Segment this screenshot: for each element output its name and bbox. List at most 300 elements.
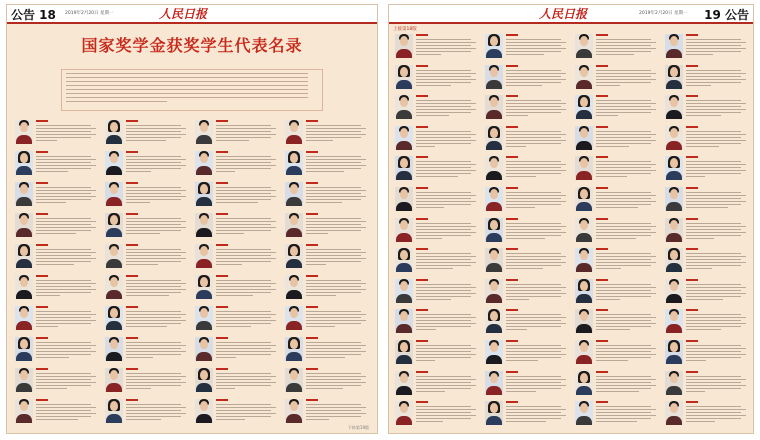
text-line bbox=[416, 385, 476, 386]
text-line bbox=[216, 320, 276, 321]
text-line bbox=[126, 227, 186, 228]
student-bio-text bbox=[216, 125, 278, 143]
text-line bbox=[506, 146, 526, 147]
text-line bbox=[126, 416, 181, 417]
text-line bbox=[306, 168, 361, 169]
text-line bbox=[686, 140, 746, 141]
text-line bbox=[126, 224, 181, 225]
text-line bbox=[506, 388, 561, 389]
student-portrait bbox=[575, 309, 593, 333]
text-line bbox=[36, 140, 57, 141]
text-line bbox=[36, 311, 91, 312]
text-line bbox=[66, 89, 308, 90]
student-entry bbox=[575, 92, 659, 122]
student-name-line bbox=[596, 156, 608, 158]
student-portrait bbox=[195, 244, 213, 268]
text-line bbox=[36, 373, 91, 374]
student-portrait bbox=[575, 126, 593, 150]
student-bio-text bbox=[306, 342, 368, 360]
text-line bbox=[596, 115, 618, 116]
text-line bbox=[506, 164, 566, 165]
student-entry bbox=[665, 123, 749, 153]
text-line bbox=[36, 171, 68, 172]
text-line bbox=[216, 385, 271, 386]
student-portrait bbox=[105, 182, 123, 206]
page-header bbox=[389, 5, 753, 24]
student-bio-text bbox=[216, 280, 278, 298]
text-line bbox=[506, 412, 561, 413]
portrait-body bbox=[576, 80, 592, 89]
text-line bbox=[306, 317, 361, 318]
text-line bbox=[686, 79, 746, 80]
text-line bbox=[416, 329, 436, 330]
text-line bbox=[306, 326, 335, 327]
text-line bbox=[416, 137, 471, 138]
date-line: 2019年2月20日 星期一 bbox=[639, 11, 688, 16]
text-line bbox=[306, 354, 361, 355]
text-line bbox=[216, 171, 235, 172]
student-name-line bbox=[306, 120, 318, 122]
text-line bbox=[306, 295, 336, 296]
text-line bbox=[36, 196, 96, 197]
text-line bbox=[306, 376, 366, 377]
student-portrait bbox=[285, 151, 303, 175]
text-line bbox=[686, 357, 741, 358]
text-line bbox=[126, 202, 150, 203]
text-line bbox=[416, 109, 476, 110]
portrait-body bbox=[106, 352, 122, 361]
text-line bbox=[506, 100, 561, 101]
text-line bbox=[36, 131, 91, 132]
text-line bbox=[216, 128, 276, 129]
text-line bbox=[416, 229, 471, 230]
text-line bbox=[416, 284, 471, 285]
student-entry bbox=[285, 241, 369, 271]
text-line bbox=[126, 326, 167, 327]
student-entry bbox=[395, 245, 479, 275]
student-name-line bbox=[216, 244, 228, 246]
text-line bbox=[506, 42, 566, 43]
text-line bbox=[126, 134, 186, 135]
text-line bbox=[506, 54, 544, 55]
student-name-line bbox=[416, 371, 428, 373]
student-entry bbox=[105, 396, 189, 426]
portrait-body bbox=[396, 416, 412, 425]
text-line bbox=[416, 418, 471, 419]
student-bio-text bbox=[126, 311, 188, 329]
text-line bbox=[416, 256, 476, 257]
student-name-line bbox=[306, 244, 318, 246]
portrait-body bbox=[16, 414, 32, 423]
text-line bbox=[416, 412, 471, 413]
text-line bbox=[686, 161, 741, 162]
student-name-line bbox=[416, 340, 428, 342]
page-header bbox=[7, 5, 377, 24]
student-entry bbox=[665, 276, 749, 306]
text-line bbox=[306, 131, 361, 132]
text-line bbox=[416, 259, 471, 260]
text-line bbox=[506, 345, 561, 346]
text-line bbox=[416, 100, 471, 101]
student-entry bbox=[575, 123, 659, 153]
portrait-body bbox=[16, 228, 32, 237]
student-portrait bbox=[485, 248, 503, 272]
text-line bbox=[126, 128, 186, 129]
text-line bbox=[36, 249, 91, 250]
text-line bbox=[216, 140, 249, 141]
text-line bbox=[686, 195, 746, 196]
text-line bbox=[596, 262, 656, 263]
student-entry bbox=[285, 303, 369, 333]
student-name-line bbox=[506, 248, 518, 250]
text-line bbox=[416, 232, 476, 233]
portrait-body bbox=[106, 166, 122, 175]
student-bio-text bbox=[686, 223, 748, 241]
student-portrait bbox=[195, 182, 213, 206]
student-entry bbox=[395, 184, 479, 214]
text-line bbox=[36, 168, 91, 169]
text-line bbox=[36, 416, 91, 417]
student-entry bbox=[195, 241, 279, 271]
text-line bbox=[416, 39, 471, 40]
text-line bbox=[36, 407, 96, 408]
text-line bbox=[126, 264, 158, 265]
text-line bbox=[416, 131, 471, 132]
text-line bbox=[596, 256, 656, 257]
text-line bbox=[596, 161, 651, 162]
student-name-line bbox=[306, 182, 318, 184]
portrait-face bbox=[290, 339, 298, 349]
text-line bbox=[126, 286, 181, 287]
text-line bbox=[306, 165, 366, 166]
text-line bbox=[126, 125, 181, 126]
text-line bbox=[596, 360, 628, 361]
portrait-body bbox=[666, 294, 682, 303]
text-line bbox=[126, 385, 181, 386]
text-line bbox=[686, 204, 741, 205]
student-entry bbox=[485, 215, 569, 245]
text-line bbox=[686, 146, 719, 147]
student-entry bbox=[15, 272, 99, 302]
student-bio-text bbox=[686, 100, 748, 118]
text-line bbox=[126, 379, 181, 380]
student-portrait bbox=[195, 306, 213, 330]
student-bio-text bbox=[416, 131, 478, 149]
text-line bbox=[216, 348, 271, 349]
text-line bbox=[596, 284, 651, 285]
student-portrait bbox=[15, 399, 33, 423]
text-line bbox=[506, 192, 561, 193]
student-entry bbox=[575, 245, 659, 275]
text-line bbox=[506, 265, 561, 266]
newspaper-logo: 人民日报 bbox=[159, 7, 208, 21]
text-line bbox=[306, 410, 361, 411]
student-entry bbox=[285, 117, 369, 147]
student-name-line bbox=[506, 401, 518, 403]
text-line bbox=[686, 299, 723, 300]
text-line bbox=[216, 249, 271, 250]
text-line bbox=[506, 391, 536, 392]
student-portrait bbox=[15, 213, 33, 237]
student-portrait bbox=[665, 218, 683, 242]
student-portrait bbox=[665, 309, 683, 333]
text-line bbox=[416, 161, 471, 162]
text-line bbox=[686, 112, 741, 113]
text-line bbox=[306, 320, 366, 321]
portrait-face bbox=[670, 67, 678, 77]
text-line bbox=[216, 162, 271, 163]
text-line bbox=[686, 284, 741, 285]
student-bio-text bbox=[126, 373, 188, 391]
text-line bbox=[216, 134, 276, 135]
text-line bbox=[306, 255, 361, 256]
text-line bbox=[596, 348, 656, 349]
text-line bbox=[686, 268, 712, 269]
student-entry bbox=[285, 396, 369, 426]
student-entry bbox=[105, 148, 189, 178]
portrait-body bbox=[396, 141, 412, 150]
text-line bbox=[596, 351, 651, 352]
portrait-face bbox=[490, 373, 498, 383]
text-line bbox=[596, 412, 651, 413]
text-line bbox=[126, 407, 186, 408]
student-portrait bbox=[575, 248, 593, 272]
text-line bbox=[686, 143, 741, 144]
text-line bbox=[506, 268, 543, 269]
text-line bbox=[126, 171, 151, 172]
student-entry bbox=[575, 62, 659, 92]
student-bio-text bbox=[686, 70, 748, 88]
text-line bbox=[416, 51, 471, 52]
student-portrait bbox=[285, 120, 303, 144]
text-line bbox=[216, 323, 271, 324]
text-line bbox=[66, 73, 308, 74]
text-line bbox=[126, 258, 186, 259]
text-line bbox=[36, 348, 91, 349]
text-line bbox=[596, 265, 651, 266]
text-line bbox=[506, 131, 561, 132]
portrait-face bbox=[20, 184, 28, 194]
text-line bbox=[416, 54, 441, 55]
student-entry bbox=[485, 306, 569, 336]
student-bio-text bbox=[686, 161, 748, 179]
text-line bbox=[596, 112, 651, 113]
text-line bbox=[506, 140, 566, 141]
portrait-face bbox=[20, 308, 28, 318]
portrait-face bbox=[490, 189, 498, 199]
text-line bbox=[126, 419, 161, 420]
text-line bbox=[686, 51, 741, 52]
student-entry bbox=[575, 306, 659, 336]
text-line bbox=[416, 345, 471, 346]
text-line bbox=[416, 320, 471, 321]
text-line bbox=[36, 224, 91, 225]
text-line bbox=[126, 295, 169, 296]
portrait-body bbox=[196, 290, 212, 299]
portrait-face bbox=[580, 311, 588, 321]
text-line bbox=[216, 416, 271, 417]
student-name-line bbox=[506, 156, 518, 158]
student-portrait bbox=[485, 340, 503, 364]
student-name-line bbox=[36, 337, 48, 339]
student-portrait bbox=[195, 368, 213, 392]
text-line bbox=[306, 137, 361, 138]
text-line bbox=[416, 42, 476, 43]
text-line bbox=[216, 131, 271, 132]
student-portrait bbox=[485, 279, 503, 303]
text-line bbox=[36, 156, 91, 157]
text-line bbox=[416, 79, 476, 80]
text-line bbox=[686, 103, 746, 104]
text-line bbox=[126, 354, 181, 355]
student-name-line bbox=[126, 368, 138, 370]
text-line bbox=[216, 376, 276, 377]
text-line bbox=[506, 223, 561, 224]
student-name-line bbox=[306, 368, 318, 370]
text-line bbox=[36, 314, 96, 315]
student-entry bbox=[195, 179, 279, 209]
portrait-body bbox=[106, 414, 122, 423]
student-bio-text bbox=[36, 311, 98, 329]
text-line bbox=[596, 170, 656, 171]
portrait-body bbox=[286, 383, 302, 392]
text-line bbox=[506, 137, 561, 138]
student-portrait bbox=[285, 306, 303, 330]
student-entry bbox=[575, 398, 659, 428]
portrait-face bbox=[580, 250, 588, 260]
text-line bbox=[416, 360, 435, 361]
text-line bbox=[126, 348, 181, 349]
student-entry bbox=[195, 303, 279, 333]
text-line bbox=[596, 106, 651, 107]
text-line bbox=[686, 137, 741, 138]
text-line bbox=[306, 190, 366, 191]
text-line bbox=[36, 162, 91, 163]
portrait-body bbox=[666, 49, 682, 58]
student-bio-text bbox=[216, 249, 278, 267]
text-line bbox=[66, 101, 167, 102]
text-line bbox=[306, 218, 361, 219]
portrait-body bbox=[576, 355, 592, 364]
student-bio-text bbox=[416, 192, 478, 210]
text-line bbox=[416, 167, 471, 168]
student-entry bbox=[485, 276, 569, 306]
student-name-line bbox=[596, 248, 608, 250]
student-name-line bbox=[596, 95, 608, 97]
student-name-line bbox=[686, 371, 698, 373]
text-line bbox=[306, 419, 329, 420]
text-line bbox=[506, 115, 528, 116]
text-line bbox=[126, 317, 181, 318]
student-bio-text bbox=[126, 280, 188, 298]
text-line bbox=[36, 357, 69, 358]
intro-text-block bbox=[61, 69, 323, 111]
student-bio-text bbox=[36, 125, 98, 143]
portrait-face bbox=[580, 128, 588, 138]
right-newspaper-page bbox=[388, 4, 754, 434]
student-entry bbox=[195, 334, 279, 364]
student-portrait bbox=[485, 34, 503, 58]
student-bio-text bbox=[126, 342, 188, 360]
text-line bbox=[596, 357, 651, 358]
student-bio-text bbox=[36, 404, 98, 422]
text-line bbox=[596, 54, 634, 55]
text-line bbox=[506, 103, 566, 104]
text-line bbox=[216, 190, 276, 191]
text-line bbox=[596, 195, 656, 196]
student-entry bbox=[665, 153, 749, 183]
student-bio-text bbox=[596, 223, 658, 241]
student-bio-text bbox=[506, 70, 568, 88]
text-line bbox=[416, 176, 458, 177]
student-entry bbox=[15, 179, 99, 209]
portrait-face bbox=[580, 220, 588, 230]
student-portrait bbox=[15, 306, 33, 330]
student-portrait bbox=[285, 399, 303, 423]
student-entry bbox=[15, 303, 99, 333]
student-portrait bbox=[665, 279, 683, 303]
student-name-line bbox=[596, 371, 608, 373]
text-line bbox=[216, 137, 271, 138]
text-line bbox=[306, 202, 342, 203]
text-line bbox=[36, 137, 91, 138]
portrait-face bbox=[200, 277, 208, 287]
text-line bbox=[506, 143, 561, 144]
portrait-body bbox=[106, 290, 122, 299]
text-line bbox=[506, 79, 566, 80]
text-line bbox=[416, 326, 471, 327]
student-portrait bbox=[395, 248, 413, 272]
text-line bbox=[596, 354, 656, 355]
text-line bbox=[416, 265, 471, 266]
text-line bbox=[416, 223, 471, 224]
text-line bbox=[596, 223, 651, 224]
text-line bbox=[36, 264, 74, 265]
text-line bbox=[306, 289, 366, 290]
text-line bbox=[126, 187, 181, 188]
text-line bbox=[216, 388, 235, 389]
text-line bbox=[216, 354, 271, 355]
text-line bbox=[306, 162, 361, 163]
text-line bbox=[36, 410, 91, 411]
student-entry bbox=[195, 210, 279, 240]
text-line bbox=[596, 409, 656, 410]
text-line bbox=[416, 235, 471, 236]
text-line bbox=[36, 323, 91, 324]
student-portrait bbox=[575, 187, 593, 211]
portrait-face bbox=[400, 36, 408, 46]
student-name-line bbox=[216, 399, 228, 401]
text-line bbox=[506, 109, 566, 110]
text-line bbox=[416, 299, 451, 300]
text-line bbox=[686, 170, 746, 171]
portrait-face bbox=[290, 277, 298, 287]
text-line bbox=[416, 415, 476, 416]
text-line bbox=[216, 413, 276, 414]
text-line bbox=[36, 134, 96, 135]
newspaper-logo: 人民日报 bbox=[539, 7, 588, 21]
text-line bbox=[36, 295, 60, 296]
text-line bbox=[306, 351, 366, 352]
student-bio-text bbox=[306, 373, 368, 391]
text-line bbox=[506, 323, 566, 324]
student-bio-text bbox=[306, 187, 368, 205]
text-line bbox=[126, 357, 153, 358]
student-name-line bbox=[686, 156, 698, 158]
text-line bbox=[506, 204, 561, 205]
text-line bbox=[216, 410, 271, 411]
student-entry bbox=[105, 117, 189, 147]
